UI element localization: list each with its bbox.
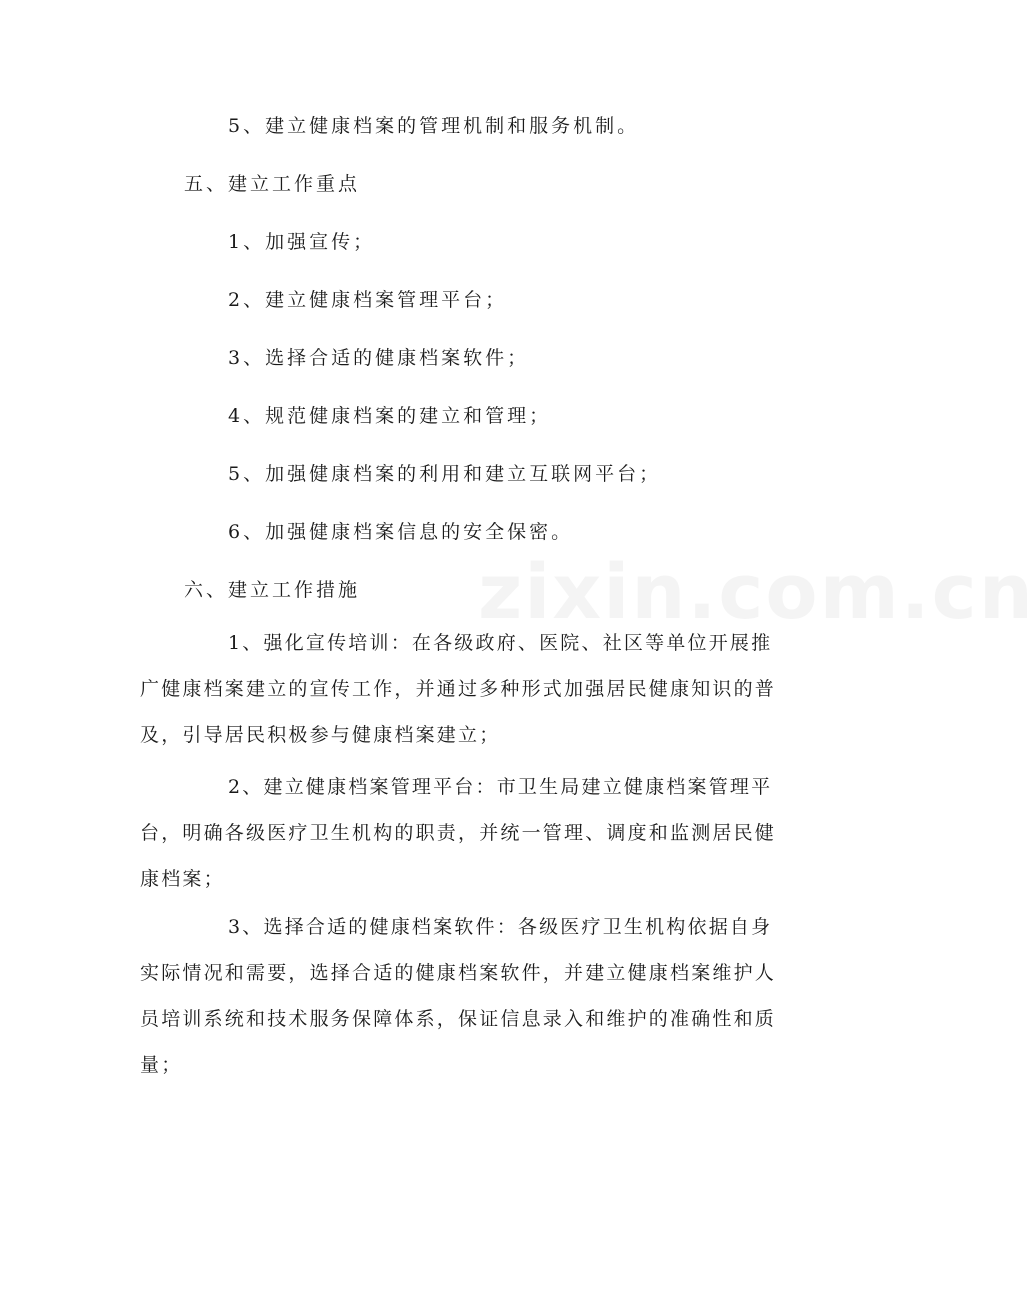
section-heading-5: 五、建立工作重点 [184, 173, 361, 195]
paragraph-measure-2: 2、建立健康档案管理平台：市卫生局建立健康档案管理平台，明确各级医疗卫生机构的职责，并统一管理、调度和监测居民健康档案； [140, 776, 777, 890]
list-item-4: 4、规范健康档案的建立和管理； [228, 405, 552, 427]
list-item-1: 1、加强宣传； [228, 231, 376, 253]
list-item-6: 6、加强健康档案信息的安全保密。 [228, 521, 574, 543]
paragraph-measure-1: 1、强化宣传培训：在各级政府、医院、社区等单位开展推广健康档案建立的宣传工作，并通过多种形式加强居民健康知识的普及，引导居民积极参与健康档案建立； [140, 632, 777, 746]
paragraph-measure-3: 3、选择合适的健康档案软件：各级医疗卫生机构依据自身实际情况和需要，选择合适的健康档案软件，并建立健康档案维护人员培训系统和技术服务保障体系，保证信息录入和维护的准确性和质量； [140, 916, 777, 1076]
list-item-3: 3、选择合适的健康档案软件； [228, 347, 530, 369]
watermark-text: zixin.com.cn [478, 547, 1035, 636]
list-item-mechanism: 5、建立健康档案的管理机制和服务机制。 [228, 115, 640, 137]
section-heading-6: 六、建立工作措施 [184, 579, 361, 601]
list-item-5: 5、加强健康档案的利用和建立互联网平台； [228, 463, 662, 485]
list-item-2: 2、建立健康档案管理平台； [228, 289, 508, 311]
